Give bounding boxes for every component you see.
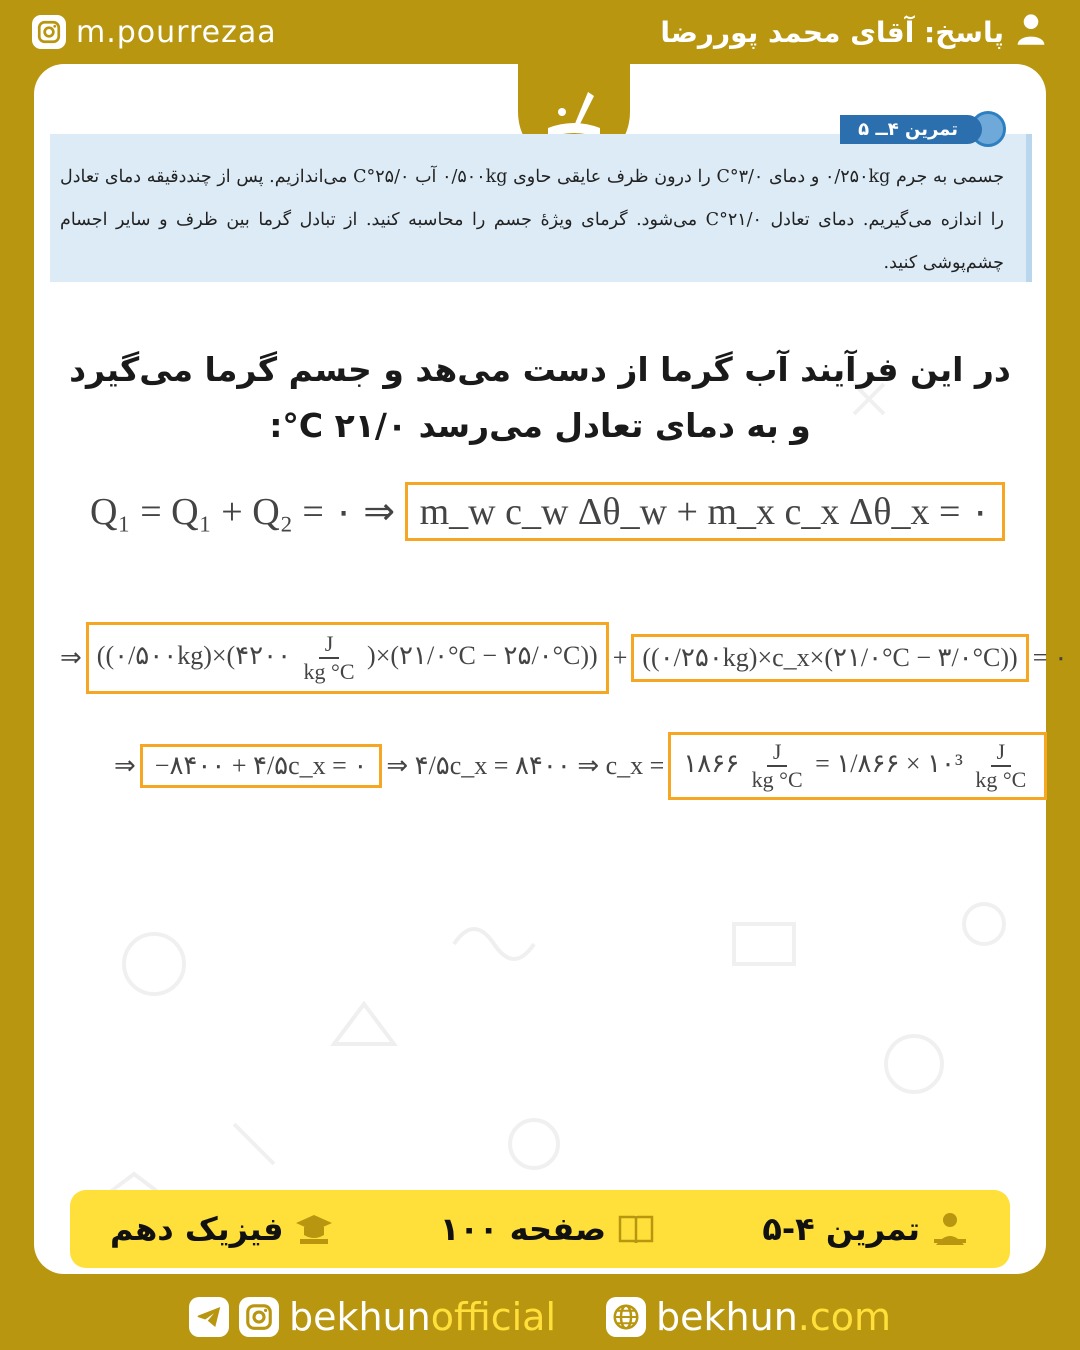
result-arrow: ⇒ bbox=[114, 751, 136, 780]
result-middle: ⇒ ۴/۵c_x = ۸۴۰۰ ⇒ c_x = bbox=[386, 751, 665, 780]
substitution-water-term bbox=[86, 622, 609, 694]
footer-info-bar bbox=[70, 1190, 1010, 1268]
footer-page bbox=[440, 1210, 656, 1248]
fraction-numerator: J bbox=[767, 739, 788, 767]
social-handle-suffix: official bbox=[430, 1295, 557, 1339]
fraction-numerator: J bbox=[319, 631, 340, 659]
footer-page-label: صفحه ۱۰۰ bbox=[439, 1210, 607, 1248]
result-final-box bbox=[668, 732, 1047, 800]
footer-subject bbox=[110, 1210, 334, 1248]
graduation-cap-icon bbox=[294, 1211, 334, 1247]
equation-heat-balance-boxed: m_w c_w Δθ_w + m_x c_x Δθ_x = ۰ bbox=[405, 482, 1006, 541]
instagram-icon bbox=[32, 15, 66, 49]
result-equals: = bbox=[815, 748, 830, 778]
website-text bbox=[656, 1295, 891, 1339]
open-book-icon bbox=[616, 1211, 656, 1247]
website-link[interactable] bbox=[606, 1295, 891, 1339]
website-prefix: bekhun bbox=[656, 1295, 798, 1339]
footer-exercise-label: تمرین ۴-۵ bbox=[762, 1210, 920, 1248]
equation-substitution bbox=[60, 622, 1068, 694]
website-suffix: .com bbox=[797, 1295, 892, 1339]
equation-heat-balance-left: Q₁ = Q₁ + Q₂ = ۰ ⇒ bbox=[90, 491, 396, 533]
social-link[interactable] bbox=[189, 1295, 556, 1339]
water-term-start: ((۰/۵۰۰kg)×(۴۲۰۰ bbox=[96, 640, 292, 670]
teacher-icon bbox=[930, 1211, 970, 1247]
top-bar bbox=[0, 0, 1080, 70]
problem-badge bbox=[840, 112, 1006, 146]
bottom-links bbox=[0, 1284, 1080, 1350]
social-handle-text bbox=[289, 1295, 556, 1339]
problem-badge-label: تمرین ۴ــ ۵ bbox=[840, 115, 982, 144]
substitution-body-term: ((۰/۲۵۰kg)×c_x×(۲۱/۰°C − ۳/۰°C)) bbox=[631, 634, 1028, 682]
footer-exercise bbox=[762, 1210, 970, 1248]
instagram-handle[interactable] bbox=[32, 10, 277, 54]
result-unit-fraction-2 bbox=[969, 739, 1032, 793]
result-unit-fraction bbox=[746, 739, 809, 793]
answer-credit-text: پاسخ: آقای محمد پوررضا bbox=[660, 15, 1004, 49]
water-term-unit-fraction bbox=[298, 631, 361, 685]
result-simplified-box: −۸۴۰۰ + ۴/۵c_x = ۰ bbox=[140, 744, 383, 788]
substitution-plus: + bbox=[612, 643, 628, 672]
fraction-denominator: kg °C bbox=[975, 767, 1027, 792]
instagram-handle-text: m.pourrezaa bbox=[76, 14, 277, 50]
fraction-denominator: kg °C bbox=[303, 659, 355, 684]
fraction-denominator: kg °C bbox=[751, 767, 803, 792]
result-value: ۱۸۶۶ bbox=[683, 748, 740, 778]
answer-credit bbox=[660, 10, 1046, 54]
user-icon bbox=[1016, 12, 1046, 53]
instagram-icon bbox=[239, 1297, 279, 1337]
solution-explanation: در این فرآیند آب گرما از دست می‌هد و جسم گرما می‌گیرد و به دمای تعادل می‌رسد ۲۱/۰ C°: bbox=[69, 350, 1011, 445]
result-scientific: ۱/۸۶۶ × ۱۰³ bbox=[836, 748, 963, 778]
water-term-end: )×(۲۱/۰°C − ۲۵/۰°C)) bbox=[367, 640, 598, 670]
equation-heat-balance bbox=[90, 482, 1005, 541]
globe-icon bbox=[606, 1297, 646, 1337]
equation-result bbox=[114, 732, 1047, 800]
social-handle-prefix: bekhun bbox=[288, 1295, 431, 1339]
content-card bbox=[34, 64, 1068, 1274]
problem-statement-box bbox=[50, 118, 1032, 282]
telegram-icon bbox=[189, 1297, 229, 1337]
problem-text: جسمی به جرم ۰/۲۵۰kg و دمای ۳/۰°C را درون ظرف عایقی حاوی ۰/۵۰۰kg آب ۲۵/۰°C می‌اندازیم. پس از چنددقیقه دمای تعادل را اندازه می‌گیریم. دمای تعادل ۲۱/۰°C می‌شود. گرمای ویژهٔ جسم را محاسبه کنید. از تبادل گرما بین ظرف و سایر اجسام چشم‌پوشی کنید. bbox=[60, 167, 1005, 273]
substitution-arrow: ⇒ bbox=[60, 643, 82, 672]
substitution-end: = ۰ bbox=[1032, 643, 1068, 672]
footer-subject-label: فیزیک دهم bbox=[110, 1210, 284, 1248]
fraction-numerator: J bbox=[991, 739, 1012, 767]
